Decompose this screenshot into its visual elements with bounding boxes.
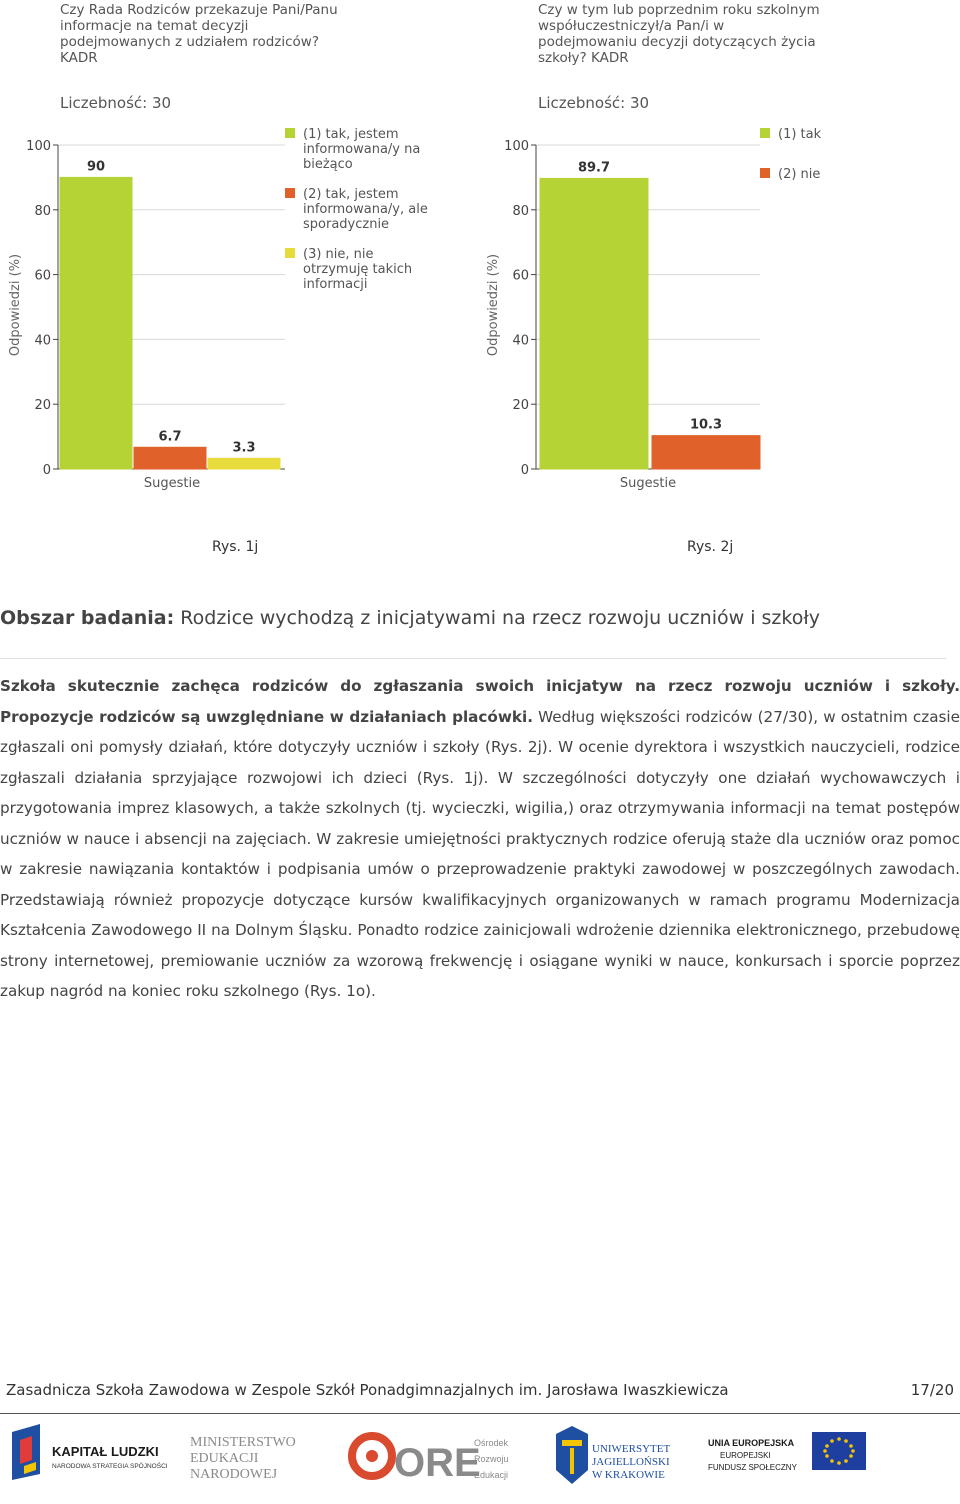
legend-swatch bbox=[760, 128, 770, 138]
sample-count: Liczebność: 30 bbox=[60, 94, 172, 112]
legend-label: (2) tak, jestem bbox=[303, 187, 399, 202]
legend-label: (2) nie bbox=[778, 167, 821, 182]
figure-caption-2: Rys. 2j bbox=[687, 539, 734, 555]
bar bbox=[134, 447, 206, 469]
legend-label: informowana/y, ale bbox=[303, 202, 428, 217]
figure-caption-1: Rys. 1j bbox=[212, 539, 259, 555]
logo-strip bbox=[0, 1420, 960, 1500]
y-tick-label: 20 bbox=[34, 398, 51, 414]
legend-swatch bbox=[285, 188, 295, 198]
legend-label: (3) nie, nie bbox=[303, 247, 374, 262]
legend-swatch bbox=[760, 168, 770, 178]
kl-title: KAPITAŁ LUDZKI bbox=[52, 1444, 159, 1459]
chart-title-line: Czy w tym lub poprzednim roku szkolnym bbox=[538, 2, 820, 18]
chart-title-line: Czy Rada Rodziców przekazuje Pani/Panu bbox=[60, 2, 338, 18]
legend-label: informacji bbox=[303, 277, 368, 292]
eu-line-1: UNIA EUROPEJSKA bbox=[708, 1438, 795, 1448]
bar-value-label: 6.7 bbox=[158, 429, 182, 445]
men-line-3: NARODOWEJ bbox=[190, 1467, 278, 1482]
chart-title-line: KADR bbox=[60, 50, 98, 66]
kl-subtitle: NARODOWA STRATEGIA SPÓJNOŚCI bbox=[52, 1463, 168, 1470]
y-tick-label: 60 bbox=[512, 268, 529, 284]
chart-title bbox=[60, 2, 338, 66]
men-line-2: EDUKACJI bbox=[190, 1451, 259, 1466]
legend-item bbox=[285, 247, 412, 292]
y-tick-label: 100 bbox=[26, 139, 51, 154]
y-tick-label: 40 bbox=[34, 333, 51, 349]
y-tick-label: 0 bbox=[42, 463, 51, 478]
legend-item bbox=[760, 167, 820, 182]
legend-swatch bbox=[285, 128, 295, 138]
men-logo bbox=[190, 1435, 296, 1482]
chart-title-line: współuczestniczył/a Pan/i w bbox=[538, 18, 725, 34]
body-paragraph bbox=[0, 671, 960, 1007]
y-tick-label: 80 bbox=[512, 203, 529, 219]
chart-svg bbox=[0, 0, 460, 500]
uj-line-3: W KRAKOWIE bbox=[592, 1469, 665, 1481]
uj-line-1: UNIWERSYTET bbox=[592, 1443, 671, 1455]
eu-line-3: FUNDUSZ SPOŁECZNY bbox=[708, 1463, 797, 1472]
legend-label: bieżąco bbox=[303, 157, 353, 172]
x-axis-label: Sugestie bbox=[619, 476, 677, 491]
ore-line-3: Edukacji bbox=[474, 1470, 509, 1480]
chart-title-line: podejmowaniu decyzji dotyczących życia bbox=[538, 34, 816, 50]
legend-item bbox=[285, 187, 428, 232]
legend-item bbox=[285, 127, 420, 172]
bar-value-label: 90 bbox=[86, 159, 106, 175]
legend-item bbox=[760, 127, 822, 142]
uj-line-2: JAGIELLOŃSKI bbox=[592, 1456, 670, 1468]
legend-label: (1) tak, jestem bbox=[303, 127, 399, 142]
bar-value-label: 89.7 bbox=[577, 160, 611, 176]
men-line-1: MINISTERSTWO bbox=[190, 1435, 296, 1450]
y-tick-label: 60 bbox=[34, 268, 51, 284]
bars bbox=[60, 159, 280, 469]
y-tick-label: 0 bbox=[520, 463, 529, 478]
legend bbox=[760, 127, 822, 182]
bar bbox=[540, 178, 648, 469]
chart-rys-2j bbox=[478, 0, 938, 500]
x-axis-label: Sugestie bbox=[143, 476, 201, 491]
chart-title bbox=[538, 2, 820, 66]
y-tick-label: 100 bbox=[504, 139, 529, 154]
y-axis-label: Odpowiedzi (%) bbox=[486, 253, 501, 357]
body-text: Według większości rodziców (27/30), w ostatnim czasie zgłaszali oni pomysły działań, które dotyczyły uczniów i szkoły (Rys. 2j). W ocenie dyrektora i wszystkich nauczycieli, rodzice zgłaszali działania sprzyjające rozwojowi ich dzieci (Rys. 1j). W szczególności dotyczyły one działań wychowawczych i przygotowania imprez klasowych, a także szkolnych (tj. wycieczki, wigilia,) oraz otrzymywania informacji na temat postępów uczniów w nauce i absencji na zajęciach. W zakresie umiejętności praktycznych rodzice oferują staże dla uczniów oraz pomoc w zakresie nawiązania kontaktów i podpisania umów o przeprowadzenie praktyki zawodowej w poszczególnych zawodach. Przedstawiają również propozycje dotyczące kursów kwalifikacyjnych organizowanych w ramach programu Modernizacja Kształcenia Zawodowego II na Dolnym Śląsku. Ponadto rodzice zainicjowali wdrożenie dziennika elektronicznego, przebudowę strony internetowej, premiowanie uczniów za wzorową frekwencję i osiągane wyniki w nauce, konkursach i sporcie poprzez zakup nagród na koniec roku szkolnego (Rys. 1o). bbox=[0, 707, 960, 1000]
footer-divider bbox=[0, 1413, 960, 1414]
ore-line-1: Ośrodek bbox=[474, 1438, 509, 1448]
chart-title-line: podejmowanych z udziałem rodziców? bbox=[60, 34, 319, 50]
sample-count: Liczebność: 30 bbox=[538, 94, 650, 112]
y-ticks bbox=[26, 139, 51, 478]
bar bbox=[208, 458, 280, 469]
chart-title-line: informacje na temat decyzji bbox=[60, 18, 249, 34]
chart-title-line: szkoły? KADR bbox=[538, 50, 629, 66]
ore-line-2: Rozwoju bbox=[474, 1454, 509, 1464]
page-number: 17/20 bbox=[910, 1381, 954, 1399]
research-area-text: Rodzice wychodzą z inicjatywami na rzecz rozwoju uczniów i szkoły bbox=[180, 607, 820, 629]
legend-label: otrzymuję takich bbox=[303, 262, 413, 277]
kapital-ludzki-logo bbox=[12, 1424, 168, 1480]
ore-logo bbox=[352, 1436, 509, 1485]
bar-value-label: 10.3 bbox=[689, 417, 723, 433]
y-tick-label: 40 bbox=[512, 333, 529, 349]
legend-label: sporadycznie bbox=[303, 217, 390, 232]
ore-wordmark: ORE bbox=[394, 1441, 481, 1485]
lead-statement: Szkoła skutecznie zachęca rodziców do zgłaszania swoich inicjatyw na rzecz rozwoju uczniów i szkoły. Propozycje rodziców są uwzględniane w działaniach placówki. bbox=[0, 677, 960, 726]
research-area-label: Obszar badania: bbox=[0, 607, 175, 629]
legend bbox=[285, 127, 428, 292]
y-axis-label: Odpowiedzi (%) bbox=[8, 253, 23, 357]
bars bbox=[540, 160, 760, 469]
research-area-heading bbox=[0, 607, 820, 629]
uj-logo bbox=[556, 1426, 670, 1484]
legend-label: informowana/y na bbox=[303, 142, 421, 157]
divider bbox=[0, 658, 946, 659]
y-tick-label: 80 bbox=[34, 203, 51, 219]
legend-swatch bbox=[285, 248, 295, 258]
y-tick-label: 20 bbox=[512, 398, 529, 414]
footer-school-name: Zasadnicza Szkoła Zawodowa w Zespole Szkół Ponadgimnazjalnych im. Jarosława Iwaszkiewicza bbox=[6, 1381, 729, 1399]
bar bbox=[60, 177, 132, 469]
chart-rys-1j bbox=[0, 0, 460, 500]
y-ticks bbox=[504, 139, 529, 478]
legend-label: (1) tak bbox=[778, 127, 822, 142]
eu-line-2: EUROPEJSKI bbox=[720, 1451, 771, 1460]
bar-value-label: 3.3 bbox=[232, 440, 256, 456]
chart-svg bbox=[478, 0, 938, 500]
eu-logo bbox=[708, 1432, 866, 1472]
bar bbox=[652, 436, 760, 469]
